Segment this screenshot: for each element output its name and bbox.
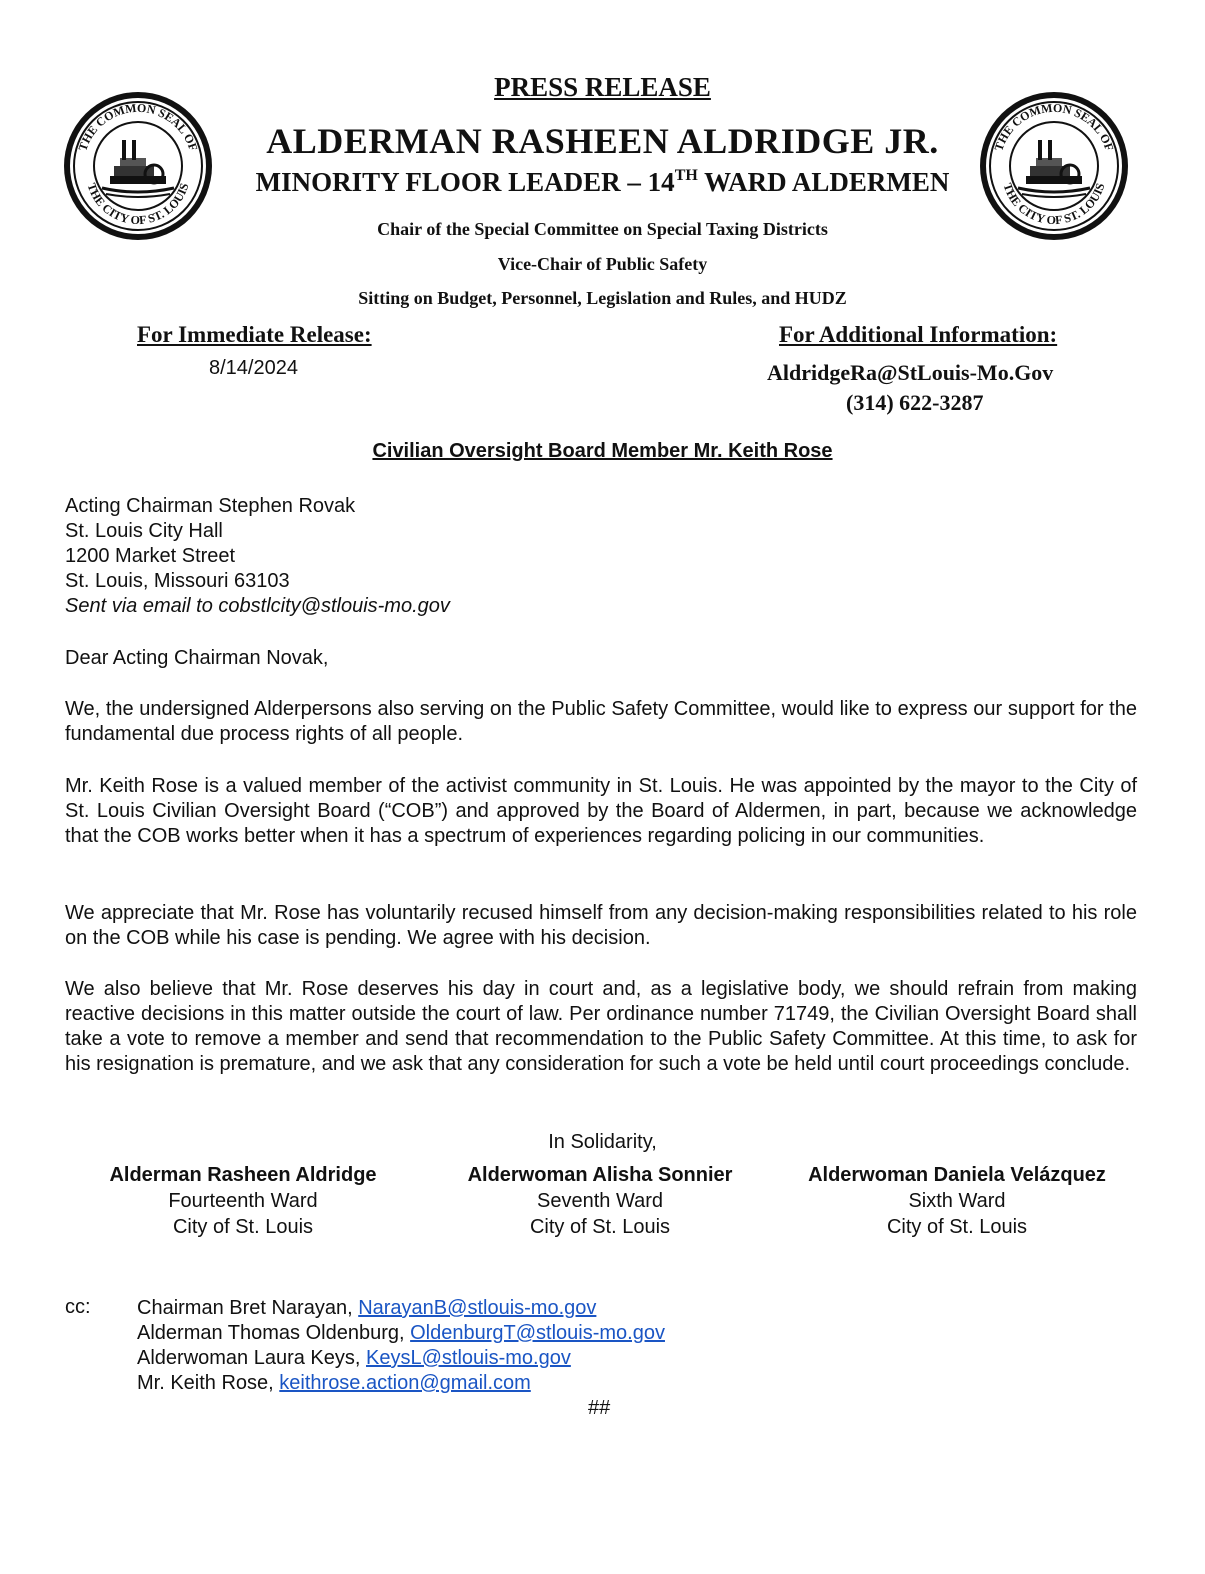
- address-block: [65, 494, 450, 619]
- committee-line-2: Vice-Chair of Public Safety: [497, 254, 708, 274]
- seal-text-bottom: THE CITY OF ST. LOUIS: [1000, 181, 1108, 228]
- role-title: [0, 167, 1205, 198]
- signatory-name: Alderwoman Alisha Sonnier: [467, 1164, 733, 1186]
- committee-line-1: Chair of the Special Committee on Special Taxing Districts: [377, 219, 828, 239]
- address-line: St. Louis, Missouri 63103: [65, 570, 290, 592]
- seal-text-top: THE COMMON SEAL OF: [75, 100, 201, 153]
- signatory-ward: Sixth Ward: [908, 1190, 1006, 1212]
- signature-block: [63, 1162, 423, 1240]
- release-date: 8/14/2024: [209, 357, 298, 379]
- body-paragraph: We also believe that Mr. Rose deserves his day in court and, as a legislative body, we should refrain from making reactive decisions in this matter outside the court of law. Per ordinance number 71749, the Civilian Oversight Board shall take a vote to remove a member and send that recommendation to the Public Safety Committee. At this time, to ask for his resignation is premature, and we ask that any consideration for such a vote be held until court proceedings conclude.: [65, 978, 1137, 1075]
- address-line: St. Louis City Hall: [65, 520, 223, 542]
- cc-name: Alderwoman Laura Keys,: [137, 1347, 367, 1369]
- signatory-ward: Seventh Ward: [537, 1190, 663, 1212]
- signature-block: [420, 1162, 780, 1240]
- body-paragraph: We, the undersigned Alderpersons also serving on the Public Safety Committee, would like to express our support for the fundamental due process rights of all people.: [65, 698, 1137, 745]
- cc-recipient: [137, 1371, 665, 1396]
- address-line: 1200 Market Street: [65, 545, 236, 567]
- signatory-city: City of St. Louis: [529, 1216, 671, 1238]
- role-superscript: TH: [674, 167, 698, 184]
- alderman-name-title: ALDERMAN RASHEEN ALDRIDGE JR.: [266, 121, 939, 161]
- cc-name: Alderman Thomas Oldenburg,: [137, 1322, 411, 1344]
- committee-line-3: Sitting on Budget, Personnel, Legislation and Rules, and HUDZ: [358, 288, 847, 308]
- signatory-ward: Fourteenth Ward: [168, 1190, 318, 1212]
- subject-line: Civilian Oversight Board Member Mr. Keith Rose: [372, 440, 833, 462]
- signatory-name: Alderwoman Daniela Velázquez: [808, 1164, 1106, 1186]
- cc-recipient: [137, 1346, 665, 1371]
- signatory-city: City of St. Louis: [886, 1216, 1028, 1238]
- cc-email-link[interactable]: NarayanB@stlouis-mo.gov: [358, 1297, 597, 1319]
- additional-info-label: For Additional Information:: [779, 322, 1058, 347]
- body-paragraph: We appreciate that Mr. Rose has voluntarily recused himself from any decision-making responsibilities related to his role on the COB while his case is pending. We agree with his decision.: [65, 902, 1137, 949]
- immediate-release-label: For Immediate Release:: [137, 322, 372, 347]
- closing: In Solidarity,: [548, 1131, 657, 1153]
- salutation: Dear Acting Chairman Novak,: [65, 647, 329, 669]
- seal-text-bottom: THE CITY OF ST. LOUIS: [84, 181, 192, 228]
- end-mark: ##: [588, 1397, 611, 1419]
- cc-email-link[interactable]: keithrose.action@gmail.com: [279, 1372, 531, 1394]
- press-release-title: PRESS RELEASE: [494, 72, 711, 102]
- signature-block: [777, 1162, 1137, 1240]
- cc-recipient: [137, 1321, 665, 1346]
- cc-email-link[interactable]: OldenburgT@stlouis-mo.gov: [410, 1322, 665, 1344]
- cc-email-link[interactable]: KeysL@stlouis-mo.gov: [366, 1347, 571, 1369]
- sent-via-line: Sent via email to cobstlcity@stlouis-mo.gov: [65, 595, 450, 617]
- cc-name: Mr. Keith Rose,: [137, 1372, 280, 1394]
- address-line: Acting Chairman Stephen Rovak: [65, 495, 356, 517]
- role-suffix: WARD ALDERMEN: [697, 167, 950, 197]
- cc-label: cc:: [65, 1296, 91, 1318]
- seal-text-top: THE COMMON SEAL OF: [991, 100, 1117, 153]
- contact-email: AldridgeRa@StLouis-Mo.Gov: [767, 360, 1054, 385]
- signatory-city: City of St. Louis: [172, 1216, 314, 1238]
- signatory-name: Alderman Rasheen Aldridge: [109, 1164, 377, 1186]
- cc-name: Chairman Bret Narayan,: [137, 1297, 359, 1319]
- role-prefix: MINORITY FLOOR LEADER – 14: [255, 167, 675, 197]
- cc-list: [137, 1296, 665, 1396]
- contact-phone: (314) 622-3287: [846, 390, 984, 415]
- body-paragraph: Mr. Keith Rose is a valued member of the activist community in St. Louis. He was appointed by the mayor to the City of St. Louis Civilian Oversight Board (“COB”) and approved by the Board of Aldermen, in part, because we acknowledge that the COB works better when it has a spectrum of experiences regarding policing in our communities.: [65, 775, 1137, 847]
- cc-recipient: [137, 1296, 665, 1321]
